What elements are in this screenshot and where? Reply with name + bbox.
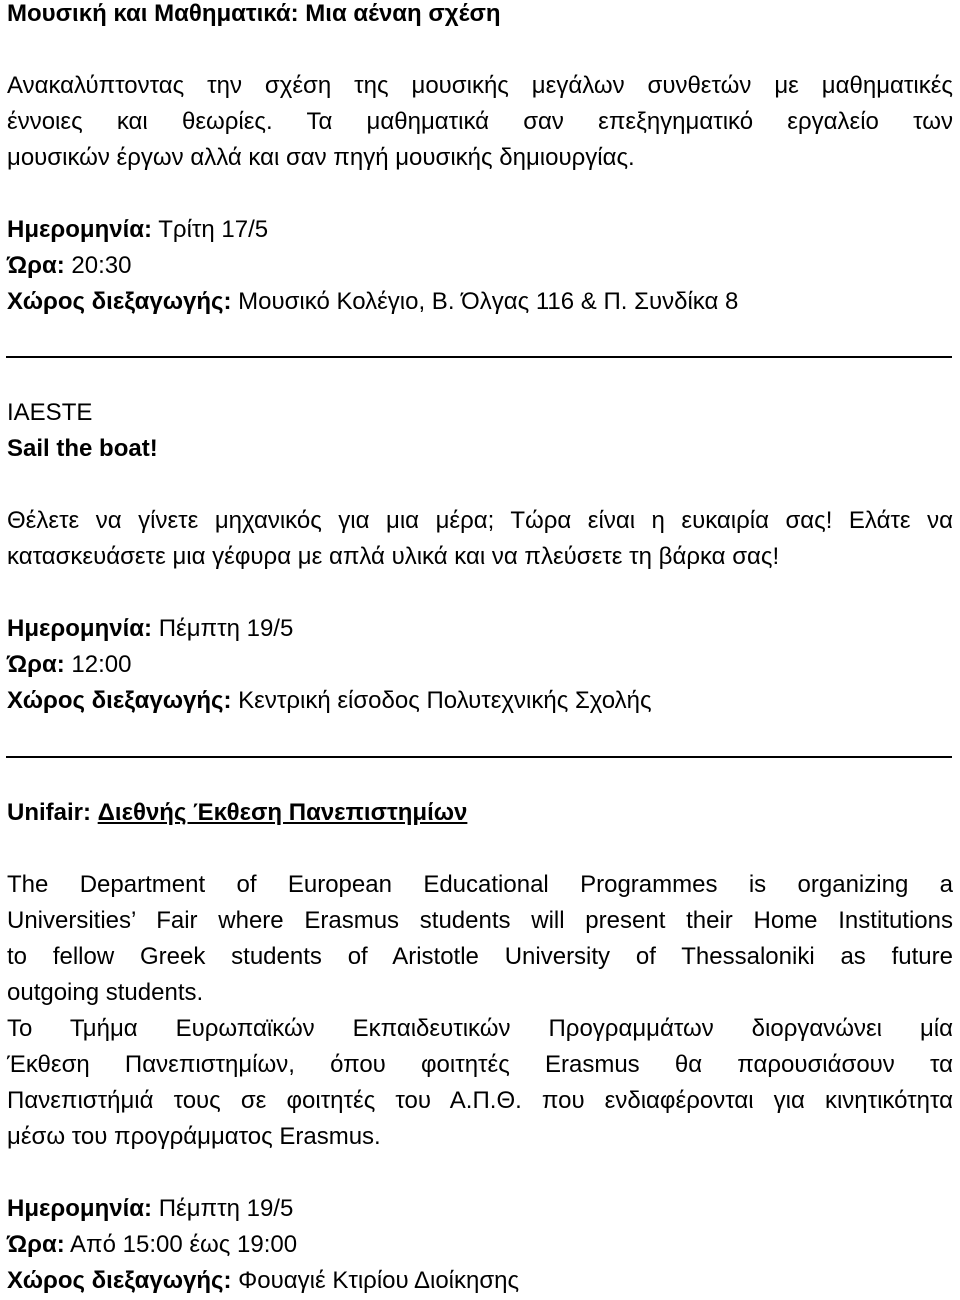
description-line: έννοιες και θεωρίες. Τα μαθηματικά σαν επεξηγηματικό εργαλείο των	[7, 108, 953, 135]
venue-value: Κεντρική είσοδος Πολυτεχνικής Σχολής	[231, 687, 652, 714]
event-time	[7, 248, 953, 284]
venue-label: Χώρος διεξαγωγής:	[7, 288, 232, 315]
time-value: 12:00	[64, 651, 132, 678]
date-value: Πέμπτη 19/5	[152, 615, 294, 642]
title-main: Διεθνής Έκθεση Πανεπιστημίων	[97, 799, 468, 826]
event-iaeste	[7, 395, 953, 719]
time-label: Ώρα:	[7, 1231, 65, 1258]
description-line: Θέλετε να γίνετε μηχανικός για μια μέρα; Τώρα είναι η ευκαιρία σας! Ελάτε να	[7, 507, 953, 534]
description-line: Universities’ Fair where Erasmus students will present their Home Institutions	[7, 907, 953, 934]
event-title: Sail the boat!	[7, 435, 158, 462]
description-line: to fellow Greek students of Aristotle University of Thessaloniki as future	[7, 943, 953, 970]
event-description-english	[7, 867, 953, 1011]
event-date	[7, 1191, 953, 1227]
event-organizer: IAESTE	[7, 399, 93, 426]
date-value: Πέμπτη 19/5	[152, 1195, 294, 1222]
event-date	[7, 212, 953, 248]
date-label: Ημερομηνία:	[7, 216, 153, 243]
event-title: Μουσική και Μαθηματικά: Μια αέναη σχέση	[7, 0, 501, 27]
venue-value: Μουσικό Κολέγιο, Β. Όλγας 116 & Π. Συνδίκα 8	[231, 288, 739, 315]
venue-label: Χώρος διεξαγωγής:	[7, 687, 232, 714]
date-label: Ημερομηνία:	[7, 1195, 153, 1222]
event-time	[7, 647, 953, 683]
event-date	[7, 611, 953, 647]
event-unifair	[7, 795, 953, 1299]
description-line: Το Τμήμα Ευρωπαϊκών Εκπαιδευτικών Προγραμμάτων διοργανώνει μία	[7, 1015, 953, 1042]
event-venue	[7, 683, 953, 719]
event-description	[7, 68, 953, 176]
time-label: Ώρα:	[7, 651, 65, 678]
time-label: Ώρα:	[7, 252, 65, 279]
time-value: 20:30	[64, 252, 132, 279]
event-description-greek	[7, 1011, 953, 1155]
description-line: μέσω του προγράμματος Erasmus.	[7, 1123, 381, 1150]
time-value: Από 15:00 έως 19:00	[64, 1231, 298, 1258]
venue-value: Φουαγιέ Κτιρίου Διοίκησης	[231, 1267, 520, 1294]
description-line: Ανακαλύπτοντας την σχέση της μουσικής μεγάλων συνθετών με μαθηματικές	[7, 72, 953, 99]
event-music-math	[7, 0, 953, 320]
description-line: outgoing students.	[7, 979, 204, 1006]
date-label: Ημερομηνία:	[7, 615, 153, 642]
event-title	[7, 795, 953, 831]
description-line: κατασκευάσετε μια γέφυρα με απλά υλικά και να πλεύσετε τη βάρκα σας!	[7, 543, 780, 570]
description-line: μουσικών έργων αλλά και σαν πηγή μουσικής δημιουργίας.	[7, 144, 635, 171]
description-line: Πανεπιστήμιά τους σε φοιτητές του Α.Π.Θ. που ενδιαφέρονται για κινητικότητα	[7, 1087, 953, 1114]
event-time	[7, 1227, 953, 1263]
venue-label: Χώρος διεξαγωγής:	[7, 1267, 232, 1294]
section-divider	[6, 356, 952, 358]
title-prefix: Unifair:	[7, 799, 98, 826]
description-line: Έκθεση Πανεπιστημίων, όπου φοιτητές Erasmus θα παρουσιάσουν τα	[7, 1051, 953, 1078]
event-venue	[7, 1263, 953, 1299]
description-line: The Department of European Educational Programmes is organizing a	[7, 871, 953, 898]
event-description	[7, 503, 953, 575]
section-divider	[6, 756, 952, 758]
date-value: Τρίτη 17/5	[152, 216, 269, 243]
event-venue	[7, 284, 953, 320]
